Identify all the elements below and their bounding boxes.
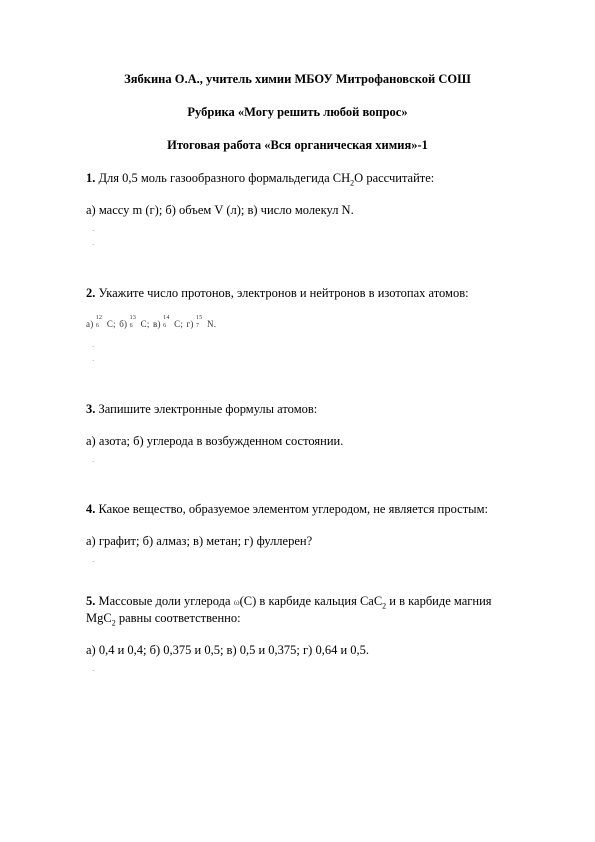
question-5-sub2: 2 [111,618,116,628]
question-3-options: а) азота; б) углерода в возбужденном состоянии. [86,434,344,448]
answer-marker: · [92,667,95,675]
question-4-options: а) графит; б) алмаз; в) метан; г) фуллерен? [86,534,313,548]
question-2 [86,286,469,301]
isotope-b: б) 13 6 C; [119,315,150,329]
question-5-sub1: 2 [382,601,387,611]
question-1-options: а) массу m (г); б) объем V (л); в) число молекул N. [86,203,354,217]
question-1-text-a: Для 0,5 моль газообразного формальдегида CH [95,171,351,185]
question-5-options: а) 0,4 и 0,4; б) 0,375 и 0,5; в) 0,5 и 0,375; г) 0,64 и 0,5. [86,643,370,657]
question-3-text: Запишите электронные формулы атомов: [95,402,318,416]
question-1 [86,171,434,188]
question-2-number: 2. [86,286,96,300]
answer-marker: · [92,558,95,566]
rubric-line: Рубрика «Могу решить любой вопрос» [187,105,408,119]
answer-marker: · [92,357,95,365]
question-5-line2-b: равны соответственно: [115,611,241,625]
question-4-number: 4. [86,502,96,516]
answer-marker: · [92,343,95,351]
question-1-text-b: O рассчитайте: [354,171,435,185]
isotope-a: а) 12 6 C; [86,315,116,329]
omega-symbol-icon: ω [233,597,240,607]
isotope-d: г) 15 7 N. [186,315,217,329]
answer-marker: · [92,458,95,466]
author-line: Зябкина О.А., учитель химии МБОУ Митрофановской СОШ [124,72,471,86]
question-4-text: Какое вещество, образуемое элементом углеродом, не является простым: [95,502,488,516]
question-5 [86,594,492,611]
answer-marker: · [92,227,95,235]
isotope-list [86,315,217,329]
question-5-number: 5. [86,594,96,608]
page-title: Итоговая работа «Вся органическая химия»-1 [167,138,428,152]
question-5-line2 [86,611,241,628]
question-5-text-c: и в карбиде магния [386,594,492,608]
question-1-number: 1. [86,171,96,185]
answer-marker: · [92,241,95,249]
question-3 [86,402,317,417]
question-1-sub: 2 [350,178,355,188]
question-5-text-a: Массовые доли углерода [95,594,234,608]
question-4 [86,502,488,517]
question-3-number: 3. [86,402,96,416]
question-5-line2-a: MgC [86,611,112,625]
isotope-c: в) 14 6 C; [153,315,184,329]
question-5-text-b: (C) в карбиде кальция CaC [239,594,383,608]
question-2-text: Укажите число протонов, электронов и нейтронов в изотопах атомов: [95,286,469,300]
